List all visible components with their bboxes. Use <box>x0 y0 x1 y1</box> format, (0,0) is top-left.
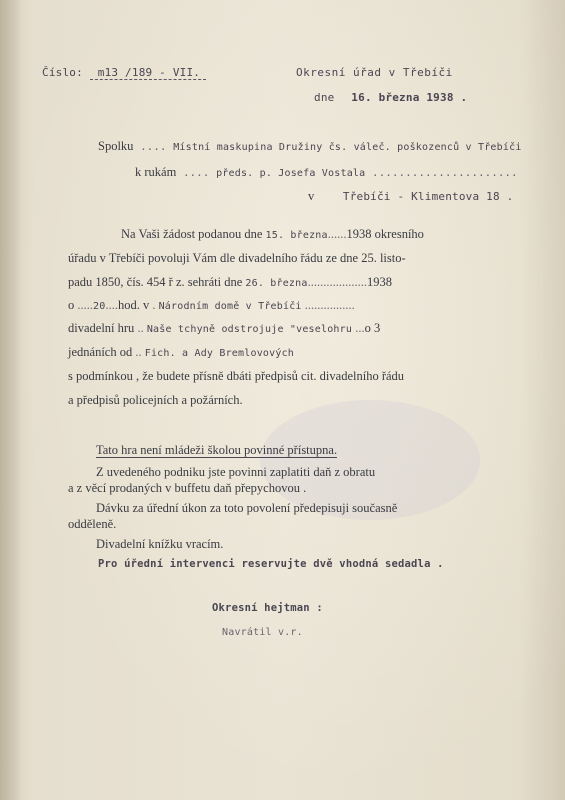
office-name: Okresní úřad v Třebíči <box>296 66 453 79</box>
signature-title: Okresní hejtman : <box>212 602 323 614</box>
body-line-2: úřadu v Třebíči povoluji Vám dle divadelního řádu ze dne 25. listo- <box>68 251 406 265</box>
body-line-1: Na Vaši žádost podanou dne 15. března......1938 okresního <box>121 227 424 241</box>
signature-name: Navrátil v.r. <box>222 627 303 638</box>
body-line-6: jednáních od .. Fich. a Ady Bremlovových <box>68 345 295 359</box>
recipient-attention: k rukám .... předs. p. Josefa Vostala ...................... <box>135 165 518 179</box>
body-line-3: padu 1850, čís. 454 ř z. sehráti dne 26. března...................1938 <box>68 275 392 289</box>
booklet-return-note: Divadelní knížku vracím. <box>96 537 224 551</box>
tax-note-line-2: a z věcí prodaných v buffetu daň přepychovou . <box>68 481 307 495</box>
body-line-7: s podmínkou , že budete přísně dbáti předpisů cit. divadelního řádu <box>68 369 405 383</box>
seat-reservation-note: Pro úřední intervenci reservujte dvě vhodná sedadla . <box>98 558 444 570</box>
body-line-8: a předpisů policejních a požárních. <box>68 393 243 407</box>
page-fold-shadow <box>0 0 22 800</box>
body-line-4: o .....20....hod. v . Národním domě v Třebíči ................ <box>68 298 355 312</box>
recipient-association: Spolku .... Místní maskupina Družiny čs. váleč. poškozenců v Třebíči <box>98 139 522 153</box>
document-date: dne 16. března 1938 . <box>314 91 468 104</box>
recipient-location: v Třebíči - Klimentova 18 . <box>308 189 514 203</box>
youth-restriction-note: Tato hra není mládeži školou povinné přístupna. <box>96 443 338 457</box>
reference-number: Číslo: m13 /189 - VII. <box>42 66 206 79</box>
tax-note-line-1: Z uvedeného podniku jste povinni zaplatiti daň z obratu <box>96 465 376 479</box>
body-line-5: divadelní hru .. Naše tchyně odstrojuje "veselohru ...o 3 <box>68 321 381 335</box>
fee-note-line-2: odděleně. <box>68 517 117 531</box>
fee-note-line-1: Dávku za úřední úkon za toto povolení předepisuji současně <box>96 501 398 515</box>
